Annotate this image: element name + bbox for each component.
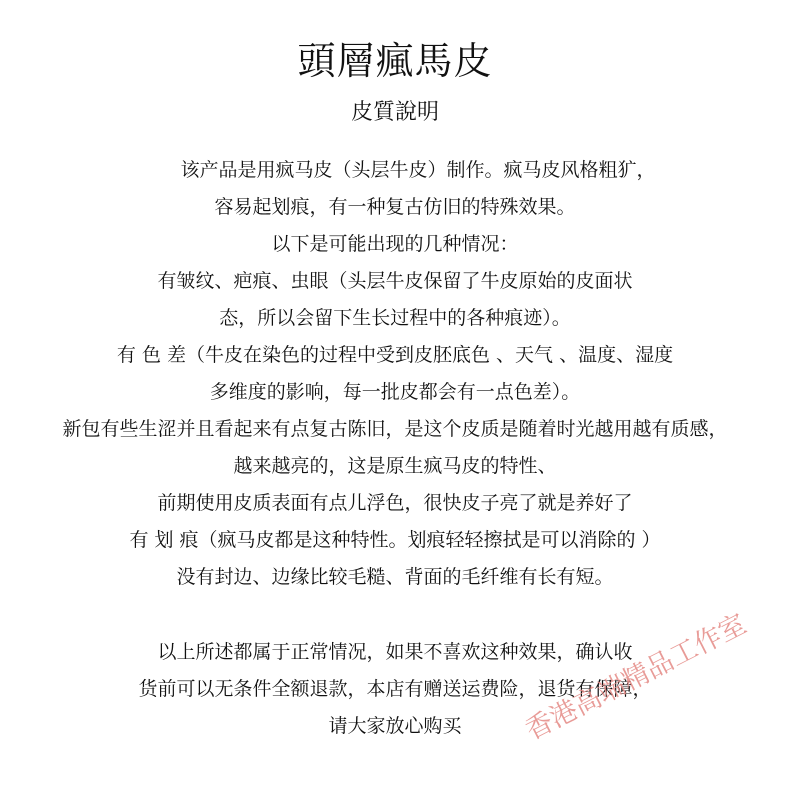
text-line: 多维度的影响，每一批皮都会有一点色差）。 [209, 381, 581, 403]
watermark-text: 香港高端精品工作室 [520, 608, 752, 747]
text-line: 容易起划痕，有一种复古仿旧的特殊效果。 [214, 196, 576, 218]
document-title: 頭層瘋馬皮 [297, 39, 493, 83]
text-line: 有皱纹、疤痕、虫眼（头层牛皮保留了牛皮原始的皮面状 [157, 270, 633, 292]
text-line: 新包有些生涩并且看起来有点复古陈旧，是这个皮质是随着时光越用越有质感， [62, 418, 728, 440]
text-line: 态，所以会留下生长过程中的各种痕迹）。 [219, 307, 571, 329]
text-line: 该产品是用疯马皮（头层牛皮）制作。疯马皮风格粗犷， [180, 159, 656, 181]
text-line: 前期使用皮质表面有点儿浮色，很快皮子亮了就是养好了 [157, 492, 633, 514]
text-line: 请大家放心购买 [328, 715, 462, 737]
text-line: 有 划 痕（疯马皮都是这种特性。划痕轻轻擦拭是可以消除的 ） [129, 529, 661, 551]
document-subtitle: 皮質說明 [350, 100, 439, 125]
text-line: 货前可以无条件全额退款，本店有赠送运费险，退货有保障， [138, 678, 652, 700]
text-line: 以上所述都属于正常情况，如果不喜欢这种效果，确认收 [157, 641, 633, 663]
text-line: 越来越亮的，这是原生疯马皮的特性、 [233, 455, 557, 477]
text-line: 没有封边、边缘比较毛糙、背面的毛纤维有长有短。 [176, 566, 614, 588]
text-line: 有 色 差（牛皮在染色的过程中受到皮胚底色 、天气 、温度、湿度 [116, 344, 674, 366]
blank-line [0, 596, 790, 634]
text-line: 以下是可能出现的几种情况： [271, 233, 519, 255]
